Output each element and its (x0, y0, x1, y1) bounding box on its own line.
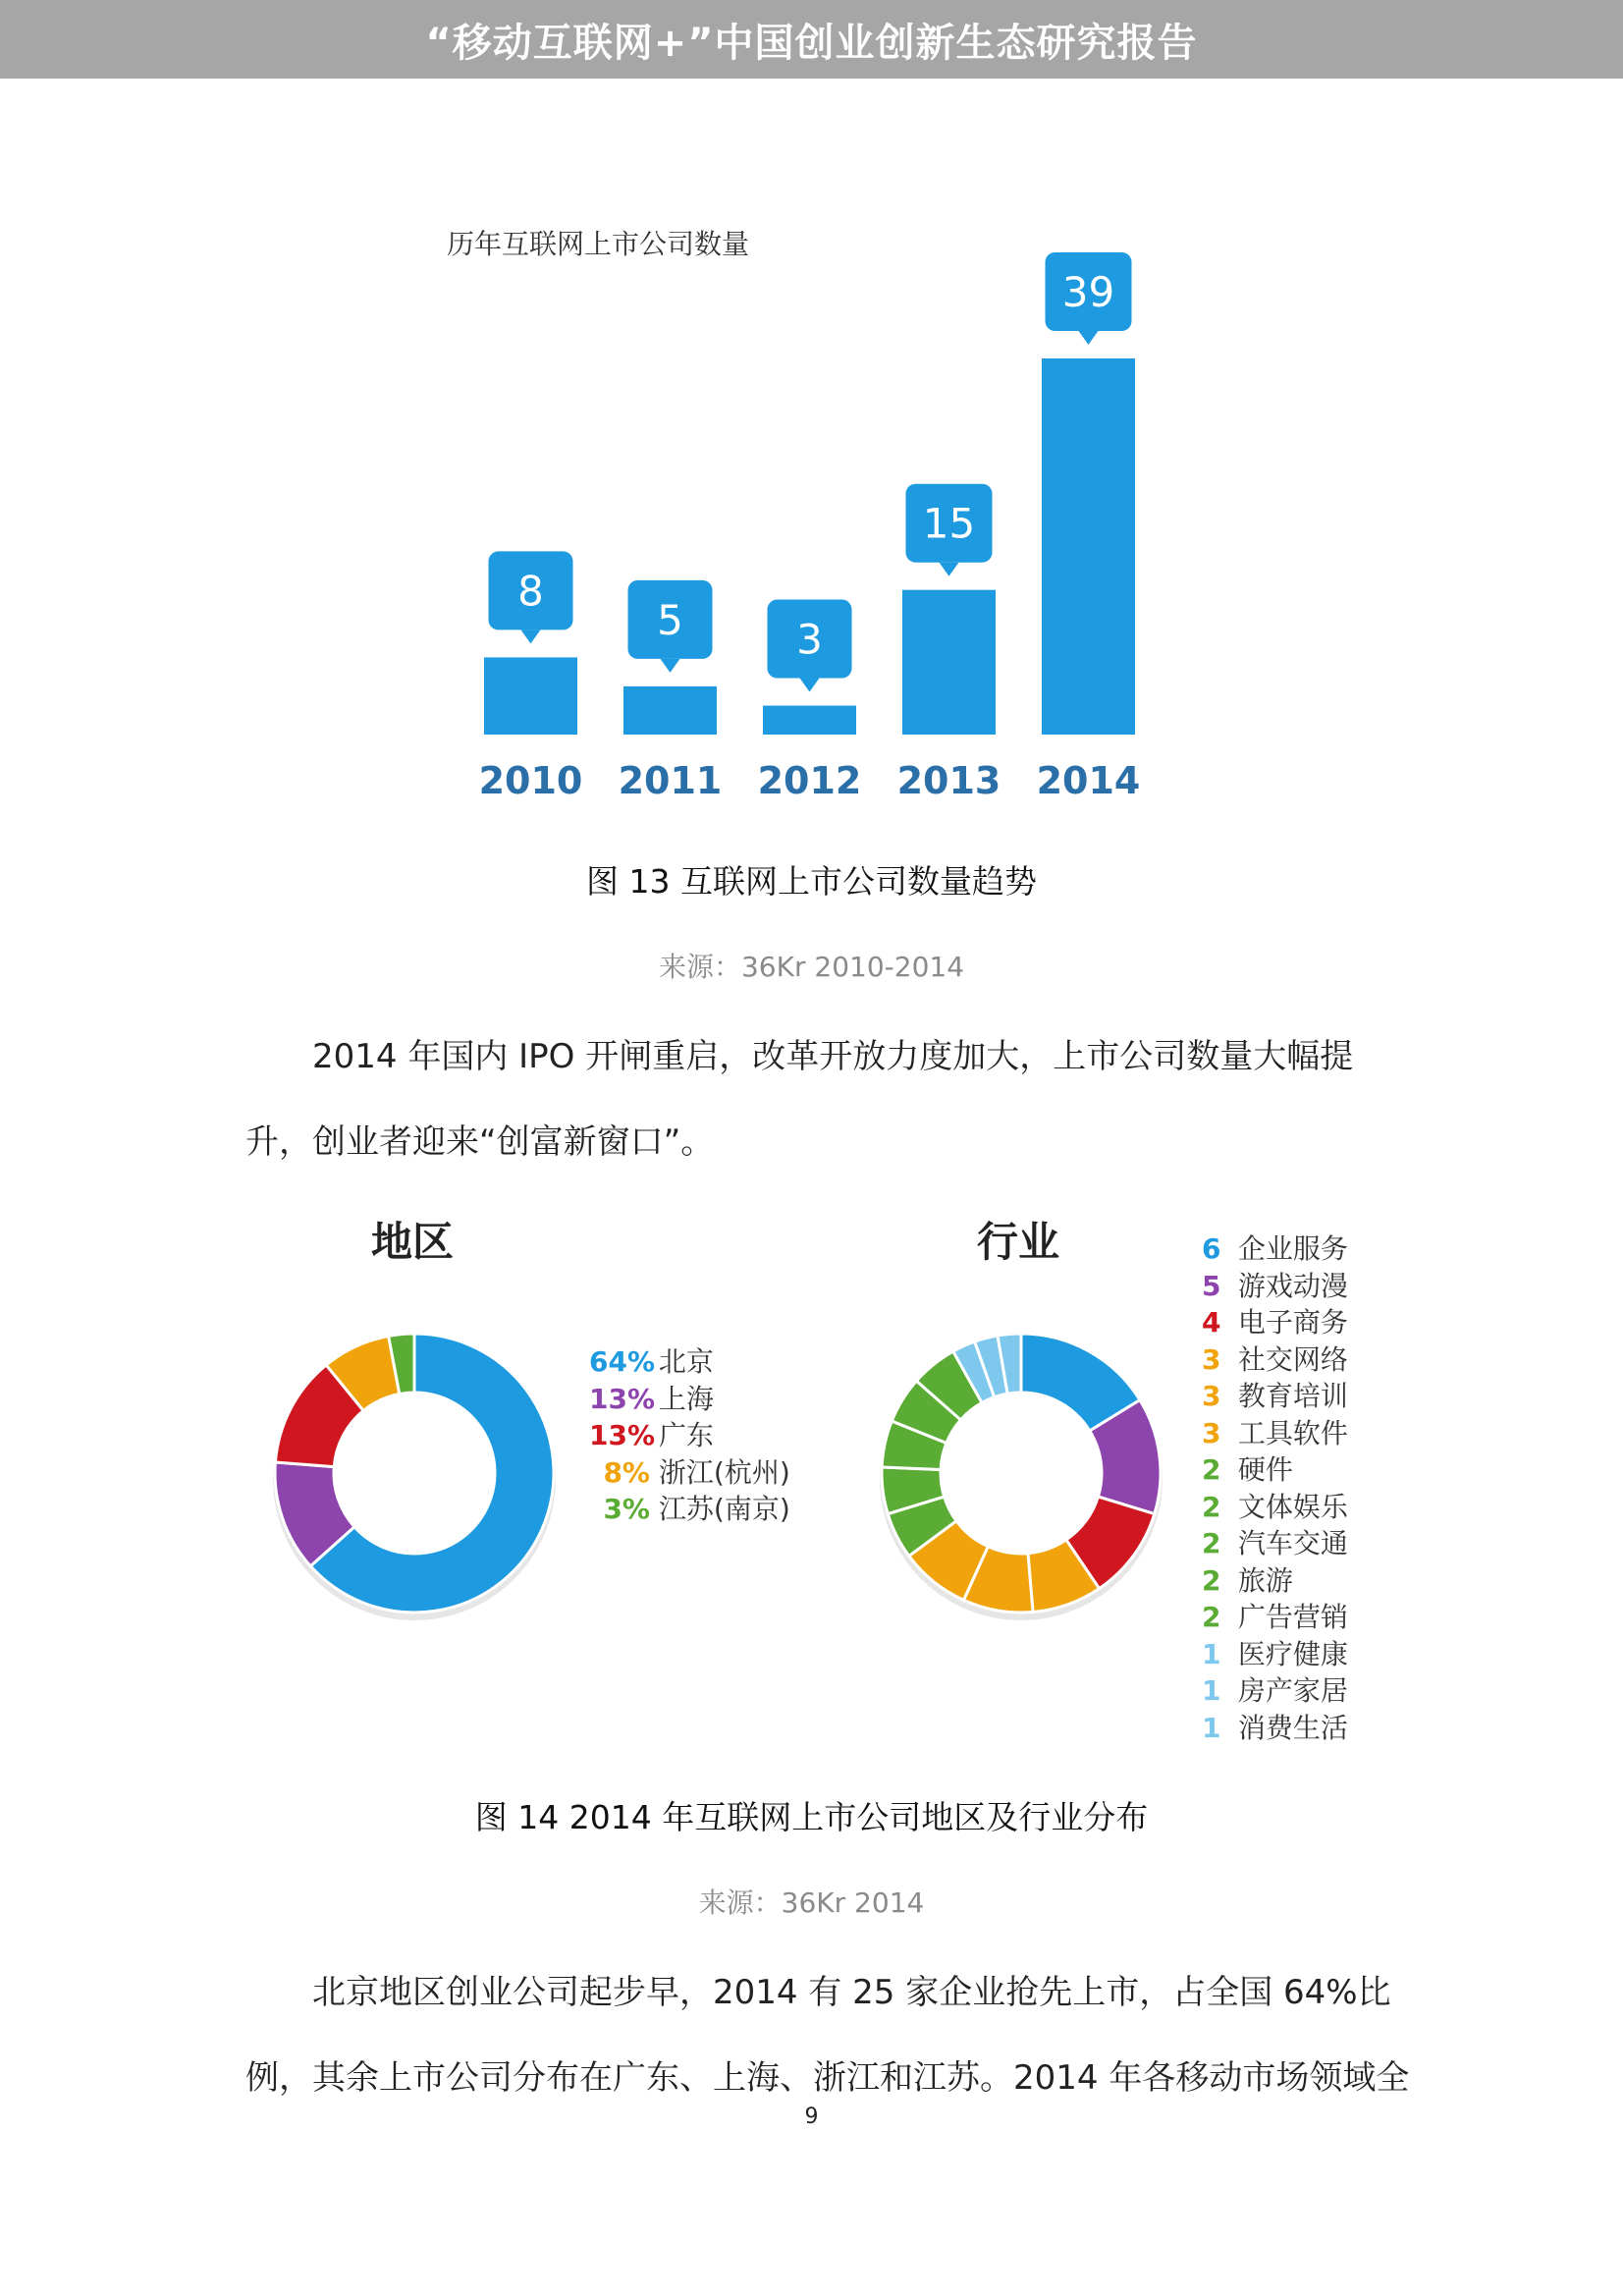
paragraph1-line1: 2014 年国内 IPO 开闸重启，改革开放力度加大，上市公司数量大幅提 (312, 1037, 1354, 1076)
industry-legend-item (1202, 1339, 1348, 1378)
industry-donut-chart (864, 1316, 1178, 1630)
x-tick-label-2012: 2012 (757, 759, 862, 802)
region-legend-label: 上海 (650, 1382, 714, 1415)
industry-legend-label: 汽车交通 (1229, 1527, 1348, 1559)
region-legend-label: 广东 (650, 1419, 714, 1451)
industry-legend-label: 医疗健康 (1229, 1637, 1348, 1670)
industry-legend-count: 3 (1202, 1342, 1221, 1376)
industry-legend-label: 广告营销 (1229, 1601, 1348, 1633)
industry-legend-item (1202, 1669, 1348, 1709)
industry-legend-label: 社交网络 (1229, 1342, 1348, 1376)
industry-legend-label: 企业服务 (1229, 1232, 1348, 1265)
industry-legend-count: 5 (1202, 1269, 1221, 1302)
industry-legend-count: 6 (1202, 1232, 1221, 1265)
region-legend-item (589, 1414, 714, 1453)
region-legend-label: 北京 (650, 1345, 714, 1378)
industry-legend-label: 房产家居 (1229, 1674, 1348, 1707)
data-label-2010: 8 (517, 567, 544, 616)
callout-pointer (521, 629, 541, 643)
region-legend-item (589, 1340, 714, 1380)
region-legend-label: 浙江(杭州) (650, 1455, 790, 1489)
industry-chart-title: 行业 (977, 1218, 1060, 1266)
paragraph2-line2: 例，其余上市公司分布在广东、上海、浙江和江苏。2014 年各移动市场领域全 (245, 2058, 1410, 2098)
industry-legend-label: 电子商务 (1229, 1306, 1348, 1339)
x-tick-label-2013: 2013 (896, 759, 1001, 802)
industry-legend-item (1202, 1522, 1348, 1561)
industry-legend-label: 工具软件 (1229, 1416, 1348, 1449)
industry-legend-item (1202, 1301, 1348, 1340)
industry-legend-label: 消费生活 (1229, 1711, 1348, 1744)
industry-legend-count: 2 (1202, 1601, 1221, 1633)
callout-pointer (661, 659, 680, 673)
callout-pointer (1079, 331, 1099, 345)
industry-hole (941, 1393, 1102, 1554)
industry-legend-count: 3 (1202, 1380, 1221, 1412)
region-chart-title: 地区 (371, 1218, 455, 1266)
industry-legend-label: 硬件 (1229, 1453, 1293, 1486)
industry-legend-item (1202, 1633, 1348, 1672)
value-callout-2013 (906, 484, 993, 576)
industry-legend-count: 1 (1202, 1637, 1221, 1670)
data-label-2011: 5 (657, 595, 683, 644)
region-legend-percent: 64% (589, 1345, 656, 1378)
figure13-source: 来源：36Kr 2010-2014 (658, 951, 965, 983)
x-tick-label-2010: 2010 (478, 759, 583, 802)
callout-pointer (800, 679, 820, 692)
bar-2014 (1042, 358, 1135, 735)
industry-legend-label: 文体娱乐 (1229, 1490, 1348, 1523)
industry-legend-count: 2 (1202, 1527, 1221, 1559)
region-legend-label: 江苏(南京) (650, 1493, 790, 1525)
industry-legend-count: 1 (1202, 1674, 1221, 1707)
x-tick-label-2011: 2011 (618, 759, 723, 802)
page-number: 9 (804, 2105, 819, 2129)
figure14-source: 来源：36Kr 2014 (698, 1886, 925, 1919)
region-hole (334, 1393, 495, 1554)
industry-legend-count: 1 (1202, 1711, 1221, 1744)
bar-chart-title: 历年互联网上市公司数量 (447, 228, 750, 260)
value-callout-2011 (628, 580, 713, 673)
industry-legend-count: 2 (1202, 1490, 1221, 1523)
region-donut-chart (257, 1316, 571, 1630)
data-label-2013: 15 (922, 499, 976, 548)
region-legend-percent: 13% (589, 1382, 656, 1415)
bar-chart (432, 196, 1178, 815)
industry-legend-item (1202, 1228, 1348, 1267)
callout-pointer (940, 563, 959, 576)
region-legend-percent: 3% (603, 1493, 650, 1525)
region-legend-item (589, 1378, 714, 1417)
industry-legend-count: 2 (1202, 1563, 1221, 1597)
value-callout-2014 (1046, 252, 1132, 345)
x-tick-label-2014: 2014 (1036, 759, 1141, 802)
industry-legend-item (1202, 1449, 1293, 1488)
industry-legend-count: 4 (1202, 1306, 1221, 1339)
industry-legend-item (1202, 1596, 1348, 1635)
industry-legend-item (1202, 1375, 1348, 1414)
figure14-caption: 图 14 2014 年互联网上市公司地区及行业分布 (474, 1798, 1149, 1836)
bar-2010 (484, 657, 577, 735)
value-callout-2012 (768, 600, 852, 692)
region-legend-percent: 8% (603, 1455, 650, 1489)
paragraph2-line1: 北京地区创业公司起步早，2014 有 25 家企业抢先上市，占全国 64%比 (312, 1973, 1391, 2012)
region-legend-percent: 13% (589, 1419, 656, 1451)
paragraph1-line2: 升，创业者迎来“创富新窗口”。 (245, 1122, 715, 1162)
report-header-bar (0, 0, 1623, 79)
industry-legend-item (1202, 1707, 1348, 1746)
bar-2011 (623, 686, 717, 735)
data-label-2014: 39 (1061, 268, 1115, 316)
industry-legend-item (1202, 1412, 1348, 1451)
industry-legend-item (1202, 1559, 1293, 1599)
region-legend-item (589, 1451, 790, 1491)
industry-legend-label: 旅游 (1229, 1563, 1293, 1597)
value-callout-2010 (489, 551, 573, 643)
industry-legend-count: 2 (1202, 1453, 1221, 1486)
bar-2013 (902, 590, 996, 735)
figure13-caption: 图 13 互联网上市公司数量趋势 (586, 862, 1037, 901)
region-legend-item (589, 1488, 790, 1527)
industry-legend-item (1202, 1265, 1348, 1304)
data-label-2012: 3 (796, 615, 823, 664)
industry-legend-count: 3 (1202, 1416, 1221, 1449)
industry-legend-label: 游戏动漫 (1229, 1269, 1348, 1302)
industry-legend-label: 教育培训 (1229, 1380, 1348, 1412)
bar-2012 (763, 706, 856, 735)
industry-legend-item (1202, 1486, 1348, 1525)
report-title: “移动互联网+”中国创业创新生态研究报告 (425, 20, 1198, 66)
